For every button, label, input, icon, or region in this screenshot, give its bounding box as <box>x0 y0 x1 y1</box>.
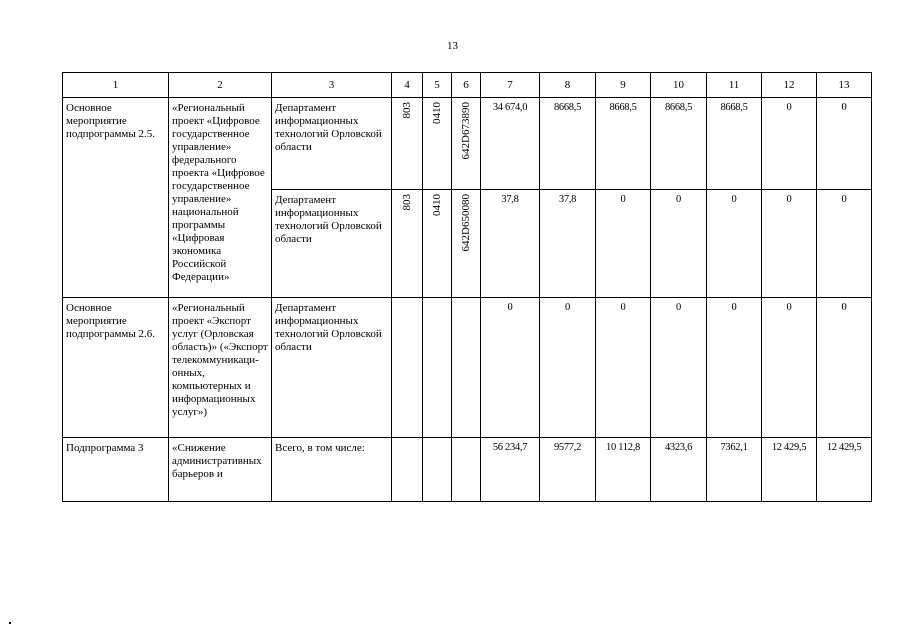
header-cell: 2 <box>169 73 272 98</box>
value-cell: 0 <box>817 190 872 298</box>
section-code <box>423 298 452 438</box>
department-cell: Департамент информационных технологий Орловской области <box>272 190 392 298</box>
value-cell: 8668,5 <box>707 98 762 190</box>
project-name-cell: «Региональный проект «Экспорт услуг (Орловская область)» («Экспорт телекоммуникаци-онных, компьютерных и информационных услуг») <box>169 298 272 438</box>
budget-table <box>62 72 872 502</box>
header-cell: 7 <box>481 73 540 98</box>
project-name-cell: «Региональный проект «Цифровое государственное управление» федерального проекта «Цифровое государственное управление» национальной программы «Цифровая экономика Российской Федерации» <box>169 98 272 298</box>
target-article-code: 642D650080 <box>459 194 472 252</box>
value-cell: 0 <box>651 298 707 438</box>
header-cell: 3 <box>272 73 392 98</box>
value-cell: 9577,2 <box>540 438 596 502</box>
value-cell: 56 234,7 <box>481 438 540 502</box>
value-cell: 4323,6 <box>651 438 707 502</box>
header-cell: 8 <box>540 73 596 98</box>
value-cell: 0 <box>540 298 596 438</box>
department-cell: Всего, в том числе: <box>272 438 392 502</box>
department-cell: Департамент информационных технологий Орловской области <box>272 298 392 438</box>
table-row <box>63 98 872 190</box>
value-cell: 0 <box>707 190 762 298</box>
header-cell: 10 <box>651 73 707 98</box>
activity-name-cell: Основное мероприятие подпрограммы 2.6. <box>63 298 169 438</box>
header-cell: 12 <box>762 73 817 98</box>
table-row <box>63 298 872 438</box>
scan-speck <box>9 622 11 624</box>
header-cell: 4 <box>392 73 423 98</box>
table-row <box>63 438 872 502</box>
header-cell: 5 <box>423 73 452 98</box>
value-cell: 0 <box>651 190 707 298</box>
header-cell: 6 <box>452 73 481 98</box>
value-cell: 0 <box>707 298 762 438</box>
grbs-code <box>392 438 423 502</box>
value-cell: 10 112,8 <box>596 438 651 502</box>
value-cell: 0 <box>762 190 817 298</box>
target-article-code: 642D673890 <box>459 102 472 160</box>
value-cell: 37,8 <box>481 190 540 298</box>
section-code: 0410 <box>430 102 443 124</box>
value-cell: 12 429,5 <box>817 438 872 502</box>
value-cell: 0 <box>762 98 817 190</box>
grbs-code <box>392 298 423 438</box>
value-cell: 0 <box>817 298 872 438</box>
value-cell: 0 <box>596 298 651 438</box>
value-cell: 37,8 <box>540 190 596 298</box>
value-cell: 0 <box>596 190 651 298</box>
value-cell: 8668,5 <box>596 98 651 190</box>
section-code <box>423 438 452 502</box>
header-cell: 1 <box>63 73 169 98</box>
value-cell: 12 429,5 <box>762 438 817 502</box>
activity-name-cell: Основное мероприятие подпрограммы 2.5. <box>63 98 169 298</box>
value-cell: 8668,5 <box>540 98 596 190</box>
target-article-code <box>452 438 481 502</box>
header-cell: 13 <box>817 73 872 98</box>
value-cell: 34 674,0 <box>481 98 540 190</box>
header-row <box>63 73 872 98</box>
grbs-code: 803 <box>400 102 413 119</box>
value-cell: 8668,5 <box>651 98 707 190</box>
value-cell: 0 <box>762 298 817 438</box>
department-cell: Департамент информационных технологий Орловской области <box>272 98 392 190</box>
section-code: 0410 <box>430 194 443 216</box>
header-cell: 9 <box>596 73 651 98</box>
page-number: 13 <box>447 40 458 52</box>
grbs-code: 803 <box>400 194 413 211</box>
value-cell: 7362,1 <box>707 438 762 502</box>
value-cell: 0 <box>481 298 540 438</box>
activity-name-cell: Подпрограмма 3 <box>63 438 169 502</box>
project-name-cell: «Снижение административных барьеров и <box>169 438 272 502</box>
value-cell: 0 <box>817 98 872 190</box>
target-article-code <box>452 298 481 438</box>
header-cell: 11 <box>707 73 762 98</box>
